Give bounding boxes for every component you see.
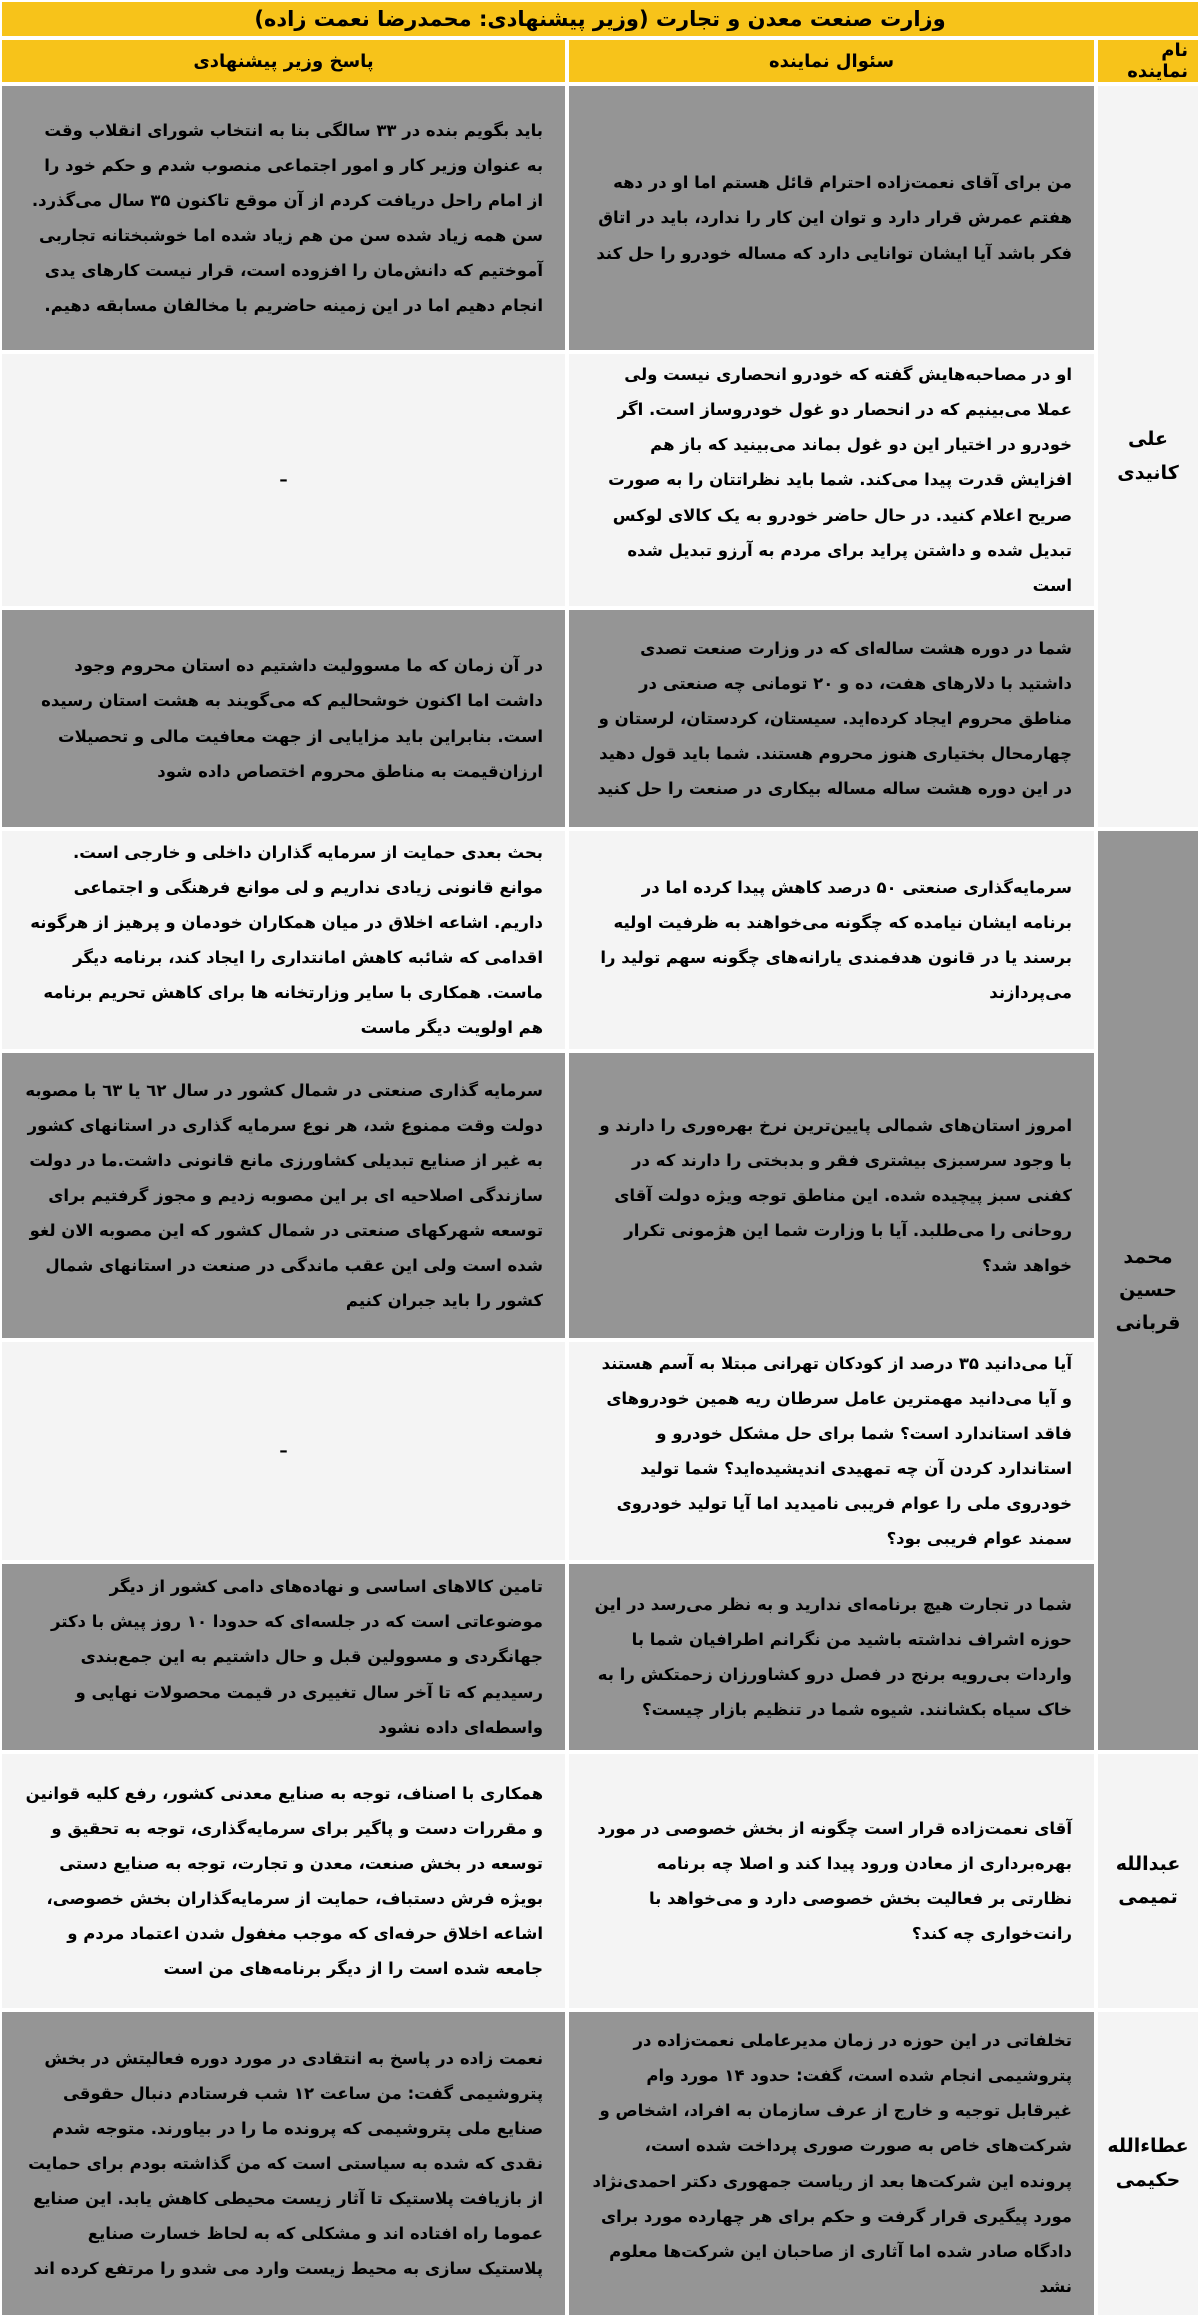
representative-name: عبدالله تمیمی	[1094, 1754, 1198, 2012]
representative-name: عطاءالله حکیمی	[1094, 2012, 1198, 2319]
answer-cell: باید بگویم بنده در ۳۳ سالگی بنا به انتخاب شورای انقلاب وقت به عنوان وزیر کار و امور اجتماعی منصوب شدم و حکم خود را از امام راحل دریافت کردم از آن موقع تاکنون ۳۵ سال می‌گذرد. سن همه زیاد شده سن من هم زیاد شده اما خوشبختانه تجاربی آموختیم که دانش‌مان را افزوده است، قرار نیست کارهای یدی انجام دهیم اما در این زمینه حاضریم با مخالفان مسابقه دهیم.	[2, 86, 565, 354]
question-cell: من برای آقای نعمت‌زاده احترام قائل هستم اما او در دهه هفتم عمرش قرار دارد و توان این کار را ندارد، باید در اتاق فکر باشد آیا ایشان توانایی دارد که مساله خودرو را حل کند	[565, 86, 1094, 354]
header-answer: پاسخ وزیر پیشنهادی	[2, 40, 565, 86]
question-cell: تخلفاتی در این حوزه در زمان مدیرعاملی نعمت‌زاده در پتروشیمی انجام شده است، گفت: حدود ۱۴ مورد وام غیرقابل توجیه و خارج از عرف سازمان به افراد، اشخاص و شرکت‌های خاص به صورت صوری پرداخت شده است، پرونده این شرکت‌ها بعد از ریاست جمهوری دکتر احمدی‌نژاد مورد پیگیری قرار گرفت و حکم برای هر چهارده مورد برای دادگاه صادر شده اما آثاری از صاحبان این شرکت‌ها معلوم نشد	[565, 2012, 1094, 2319]
table-row	[2, 831, 1198, 1053]
header-representative: نام نماینده	[1094, 40, 1198, 86]
table-row	[2, 86, 1198, 354]
answer-cell: تامین کالاهای اساسی و نهاده‌های دامی کشور از دیگر موضوعاتی است که در جلسه‌ای که حدودا ۱۰ روز پیش با دکتر جهانگردی و مسوولین قبل و حال داشتیم به این جمع‌بندی رسیدیم که تا آخر سال تغییری در قیمت محصولات نهایی و واسطه‌ای داده نشود	[2, 1564, 565, 1754]
representative-name: محمد حسین قربانی	[1094, 831, 1198, 1754]
question-cell: آیا می‌دانید ۳۵ درصد از کودکان تهرانی مبتلا به آسم هستند و آیا می‌دانید مهمترین عامل سرطان ریه همین خودروهای فاقد استاندارد است؟ شما برای حل مشکل خودرو و استاندارد کردن آن چه تمهیدی اندیشیده‌اید؟ شما تولید خودروی ملی را عوام فریبی نامیدید اما آیا تولید خودروی سمند عوام فریبی بود؟	[565, 1342, 1094, 1564]
table-row	[2, 1564, 1198, 1754]
question-cell: آقای نعمت‌زاده قرار است چگونه از بخش خصوصی در مورد بهره‌برداری از معادن ورود پیدا کند و اصلا چه برنامه نظارتی بر فعالیت بخش خصوصی دارد و می‌خواهد با رانت‌خواری چه کند؟	[565, 1754, 1094, 2012]
table-row	[2, 1053, 1198, 1342]
answer-cell: –	[2, 354, 565, 610]
representative-name: علی کانیدی	[1094, 86, 1198, 831]
question-cell: شما در تجارت هیچ برنامه‌ای ندارید و به نظر می‌رسد در این حوزه اشراف نداشته باشید من نگرانم اطرافیان شما با واردات بی‌رویه برنج در فصل درو کشاورزان زحمتکش را به خاک سیاه بکشانند. شیوه شما در تنظیم بازار چیست؟	[565, 1564, 1094, 1754]
table-row	[2, 1342, 1198, 1564]
table-row	[2, 2012, 1198, 2319]
question-cell: سرمایه‌گذاری صنعتی ۵۰ درصد کاهش پیدا کرده اما در برنامه ایشان نیامده که چگونه می‌خواهند به ظرفیت اولیه برسند یا در قانون هدفمندی یارانه‌های چگونه سهم تولید را می‌پردازند	[565, 831, 1094, 1053]
question-cell: شما در دوره هشت ساله‌ای که در وزارت صنعت تصدی داشتید با دلارهای هفت، ده و ۲۰ تومانی چه صنعتی در مناطق محروم ایجاد کرده‌اید. سیستان، کردستان، لرستان و چهارمحال بختیاری هنوز محروم هستند. شما باید قول دهید در این دوره هشت ساله مساله بیکاری در صنعت را حل کنید	[565, 610, 1094, 831]
table-row	[2, 354, 1198, 610]
answer-cell: –	[2, 1342, 565, 1564]
answer-cell: نعمت زاده در پاسخ به انتقادی در مورد دوره فعالیتش در بخش پتروشیمی گفت: من ساعت ۱۲ شب فرستادم دنبال حقوقی صنایع ملی پتروشیمی که پرونده ما را در بیاورند. متوجه شدم نقدی که شده به سیاستی است که من گذاشته بودم برای حمایت از بازیافت پلاستیک تا آثار زیست محیطی کاهش یابد. این صنایع عموما راه افتاده اند و مشکلی که به لحاظ خسارت صنایع پلاستیک سازی به محیط زیست وارد می شدو را مرتفع کرده اند	[2, 2012, 565, 2319]
answer-cell: همکاری با اصناف، توجه به صنایع معدنی کشور، رفع کلیه قوانین و مقررات دست و پاگیر برای سرمایه‌گذاری، توجه به تحقیق و توسعه در بخش صنعت، معدن و تجارت، توجه به صنایع دستی بویژه فرش دستباف، حمایت از سرمایه‌گذاران بخش خصوصی، اشاعه اخلاق حرفه‌ای که موجب مغفول شدن اعتماد مردم و جامعه شده است را از دیگر برنامه‌های من است	[2, 1754, 565, 2012]
table-title: وزارت صنعت معدن و تجارت (وزیر پیشنهادی: محمدرضا نعمت زاده)	[2, 2, 1198, 40]
question-cell: او در مصاحبه‌هایش گفته که خودرو انحصاری نیست ولی عملا می‌بینیم که در انحصار دو غول خودروساز است. اگر خودرو در اختیار این دو غول بماند می‌بینید که باز هم افزایش قدرت پیدا می‌کند. شما باید نظراتتان را به صورت صریح اعلام کنید. در حال حاضر خودرو به یک کالای لوکس تبدیل شده و داشتن پراید برای مردم به آرزو تبدیل شده است	[565, 354, 1094, 610]
table-row	[2, 610, 1198, 831]
answer-cell: سرمایه گذاری صنعتی در شمال کشور در سال ٦٢ یا ٦٣ با مصوبه دولت وقت ممنوع شد، هر نوع سرمایه گذاری در استانهای کشور به غیر از صنایع تبدیلی کشاورزی مانع قانونی داشت.ما در دولت سازندگی اصلاحیه ای بر این مصوبه زدیم و مجوز گرفتیم برای توسعه شهرکهای صنعتی در شمال کشور که این مصوبه الان لغو شده است ولی این عقب ماندگی در صنعت در استانهای شمال کشور را باید جبران کنیم	[2, 1053, 565, 1342]
answer-cell: در آن زمان که ما مسوولیت داشتیم ده استان محروم وجود داشت اما اکنون خوشحالیم که می‌گویند به هشت استان رسیده است. بنابراین باید مزایایی از جهت معافیت مالی و تحصیلات ارزان‌قیمت به مناطق محروم اختصاص داده شود	[2, 610, 565, 831]
ministry-table	[2, 2, 1198, 2319]
answer-cell: بحث بعدی حمایت از سرمایه گذاران داخلی و خارجی است. موانع قانونی زیادی نداریم و لی موانع فرهنگی و اجتماعی داریم. اشاعه اخلاق در میان همکاران خودمان و پرهیز از هرگونه اقدامی که شائبه کاهش امانتداری را ایجاد کند، برنامه دیگر ماست. همکاری با سایر وزارتخانه ها برای کاهش تحریم برنامه هم اولویت دیگر ماست	[2, 831, 565, 1053]
table-row	[2, 1754, 1198, 2012]
question-cell: امروز استان‌های شمالی پایین‌ترین نرخ بهره‌وری را دارند و با وجود سرسبزی بیشتری فقر و بدبختی را دارند که در کفنی سبز پیچیده شده. این مناطق توجه ویژه دولت آقای روحانی را می‌طلبد. آیا با وزارت شما این هژمونی تکرار خواهد شد؟	[565, 1053, 1094, 1342]
header-question: سئوال نماینده	[565, 40, 1094, 86]
